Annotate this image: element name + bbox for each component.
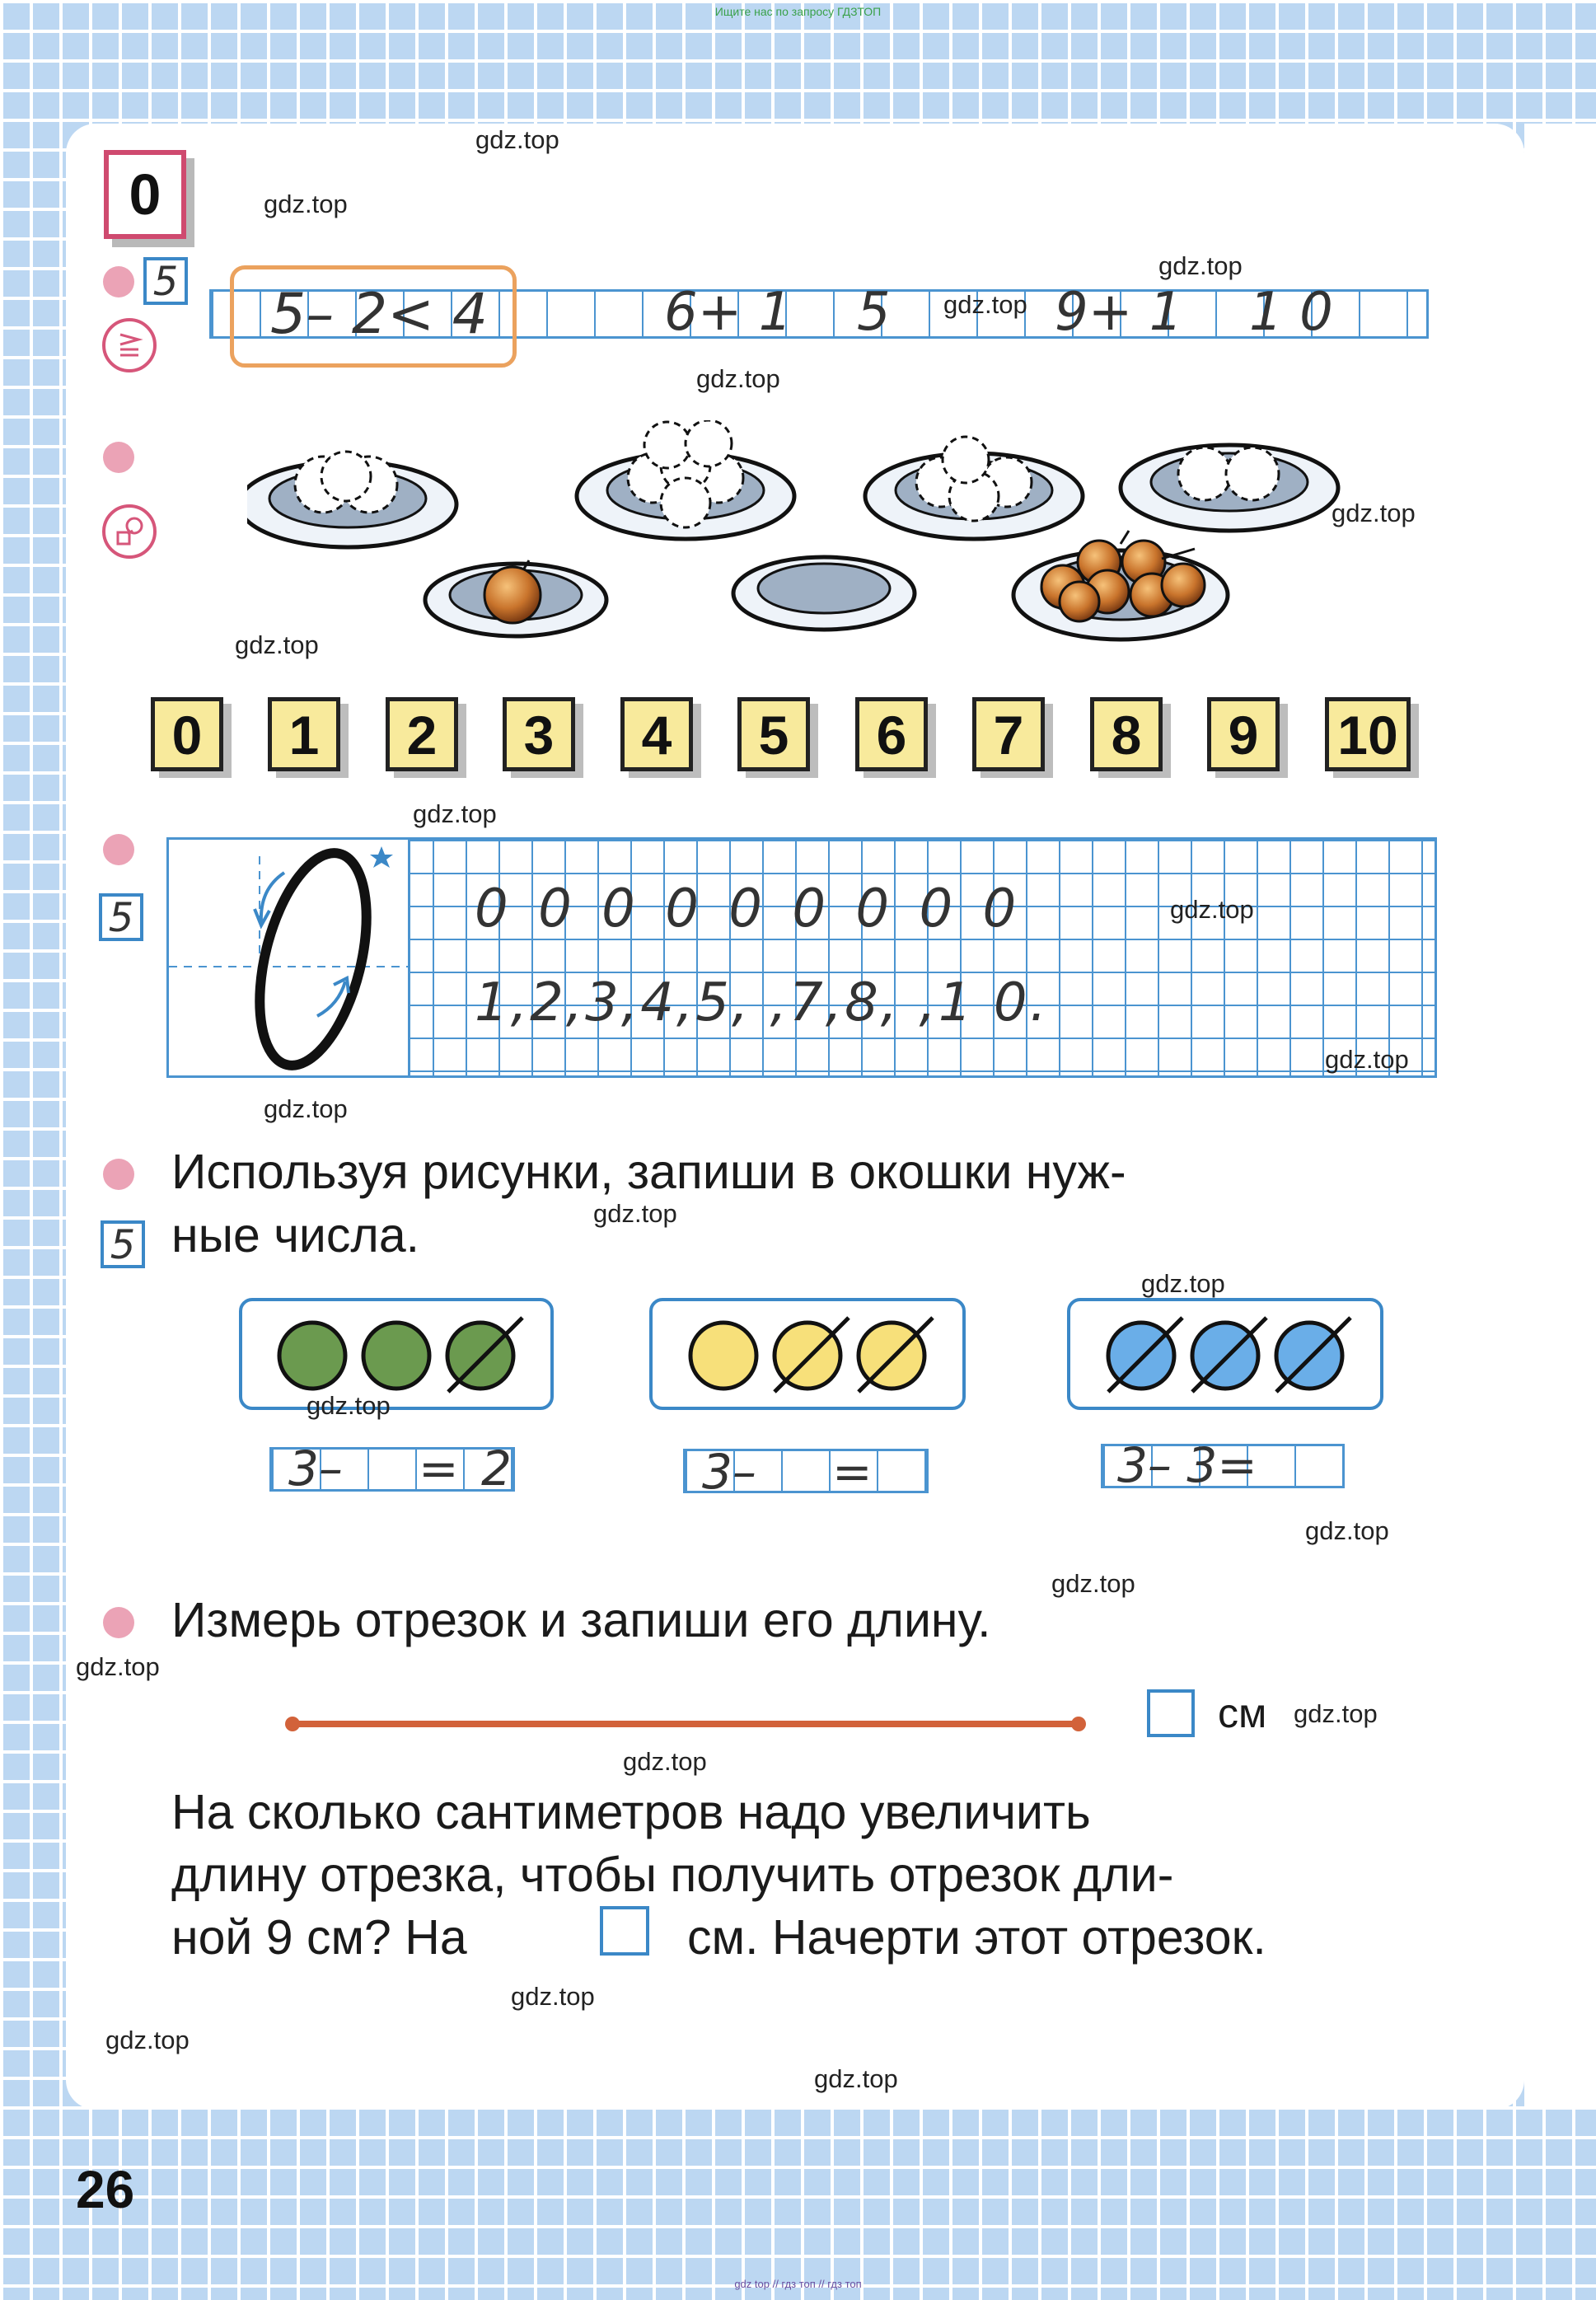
watermark: gdz.top [1158, 251, 1243, 280]
question-line2: длину отрезка, чтобы получить отрезок дли- [171, 1848, 1174, 1902]
plate [247, 452, 456, 547]
expression-2[interactable]: 9+ 1 [1055, 282, 1183, 343]
task-bullet [103, 834, 134, 865]
watermark: gdz.top [1332, 499, 1416, 527]
increase-answer-box[interactable] [600, 1906, 649, 1956]
length-unit: см [1218, 1690, 1267, 1736]
question-line3-part1: ной 9 см? На [171, 1910, 467, 1965]
dots-card-blue [1067, 1298, 1383, 1410]
dots-card-yellow [649, 1298, 966, 1410]
zero-practice-row[interactable]: 0 0 0 0 0 0 0 0 0 [475, 878, 1023, 939]
watermark: gdz.top [235, 630, 319, 659]
watermark: gdz.top [593, 1199, 677, 1228]
segment-endpoint [1071, 1717, 1086, 1731]
watermark: gdz.top [264, 190, 348, 218]
watermark: gdz.top [1170, 895, 1254, 924]
compare-symbols-icon [102, 318, 157, 372]
task-bullet [103, 1607, 134, 1638]
task-number-badge: 5 [99, 893, 143, 941]
shapes-icon-glyph [105, 508, 153, 555]
task-number-badge: 5 [101, 1220, 145, 1268]
watermark: gdz.top [814, 2064, 898, 2093]
watermark: gdz.top [1051, 1569, 1135, 1598]
number-card-8[interactable]: 8 [1090, 697, 1163, 771]
plate [733, 557, 915, 630]
question-line1: На сколько сантиметров надо увеличить [171, 1785, 1091, 1839]
watermark: gdz.top [105, 2026, 190, 2054]
compare-symbols-icon-glyph [105, 321, 153, 369]
blue-dots [1070, 1301, 1380, 1407]
page-number: 26 [76, 2160, 135, 2219]
result-1[interactable]: 5 [857, 282, 891, 343]
number-card-1[interactable]: 1 [268, 697, 340, 771]
equation-1-sign: = [419, 1440, 459, 1497]
question-line3-part2: см. Начерти этот отрезок. [687, 1910, 1266, 1965]
number-card-5[interactable]: 5 [737, 697, 810, 771]
watermark: gdz.top [475, 125, 559, 154]
equation-2-sign: = [832, 1444, 873, 1500]
watermark: gdz.top [264, 1094, 348, 1123]
task-bullet [103, 1159, 134, 1190]
number-card-7[interactable]: 7 [972, 697, 1045, 771]
equation-1-left: 3– [288, 1440, 343, 1497]
segment-endpoint [285, 1717, 300, 1731]
length-answer-box[interactable] [1147, 1689, 1195, 1737]
task4-text-line2: ные числа. [171, 1208, 420, 1262]
task-bullet [103, 442, 134, 473]
comparison-answer[interactable]: 5– 2< 4 [270, 282, 488, 347]
expression-1[interactable]: 6+ 1 [664, 282, 793, 343]
task5-title: Измерь отрезок и запиши его длину. [171, 1593, 991, 1647]
segment-line [288, 1721, 1083, 1727]
plates-illustration [247, 420, 1417, 643]
number-card-4[interactable]: 4 [620, 697, 693, 771]
watermark: gdz.top [413, 799, 497, 828]
watermark: gdz.top [76, 1652, 160, 1681]
number-card-0[interactable]: 0 [151, 697, 223, 771]
number-card-9[interactable]: 9 [1207, 697, 1280, 771]
plate [1013, 531, 1228, 639]
watermark: gdz.top [943, 290, 1027, 319]
equation-1-result[interactable]: 2 [481, 1440, 512, 1497]
number-card-10[interactable]: 10 [1325, 697, 1411, 771]
dots-card-green [239, 1298, 554, 1410]
plate [577, 420, 794, 539]
watermark: gdz.top [511, 1982, 595, 2011]
number-card-2[interactable]: 2 [386, 697, 458, 771]
plate [425, 560, 606, 636]
page-edge [1524, 124, 1596, 2110]
green-dots [242, 1301, 550, 1407]
watermark: gdz.top [1294, 1699, 1378, 1728]
heading-number: 0 [104, 150, 186, 239]
sample-cell [166, 837, 410, 1078]
number-card-6[interactable]: 6 [855, 697, 928, 771]
result-2[interactable]: 1 0 [1249, 282, 1333, 343]
shapes-icon [102, 504, 157, 559]
number-cards [151, 697, 1453, 788]
equation-2-left: 3– [702, 1444, 756, 1500]
plate [865, 437, 1083, 539]
task-number-badge: 5 [143, 257, 188, 305]
top-note: Ищите нас по запросу ГДЗТОП [714, 5, 882, 18]
watermark: gdz.top [307, 1391, 391, 1420]
bottom-note: gdz top // гдз топ // гдз топ [734, 2278, 862, 2290]
watermark: gdz.top [1305, 1516, 1389, 1545]
equation-3-left: 3– 3= [1117, 1437, 1257, 1493]
watermark: gdz.top [623, 1747, 707, 1776]
watermark: gdz.top [1141, 1269, 1225, 1298]
number-sequence-row[interactable]: 1,2,3,4,5, ,7,8, ,1 0. [475, 972, 1049, 1033]
task-bullet [103, 266, 134, 297]
number-card-3[interactable]: 3 [503, 697, 575, 771]
task4-text-line1: Используя рисунки, запиши в окошки нуж- [171, 1145, 1126, 1199]
watermark: gdz.top [696, 364, 780, 393]
zero-writing-sample [169, 840, 408, 1075]
watermark: gdz.top [1325, 1045, 1409, 1074]
plate [1121, 445, 1338, 531]
yellow-dots [653, 1301, 962, 1407]
